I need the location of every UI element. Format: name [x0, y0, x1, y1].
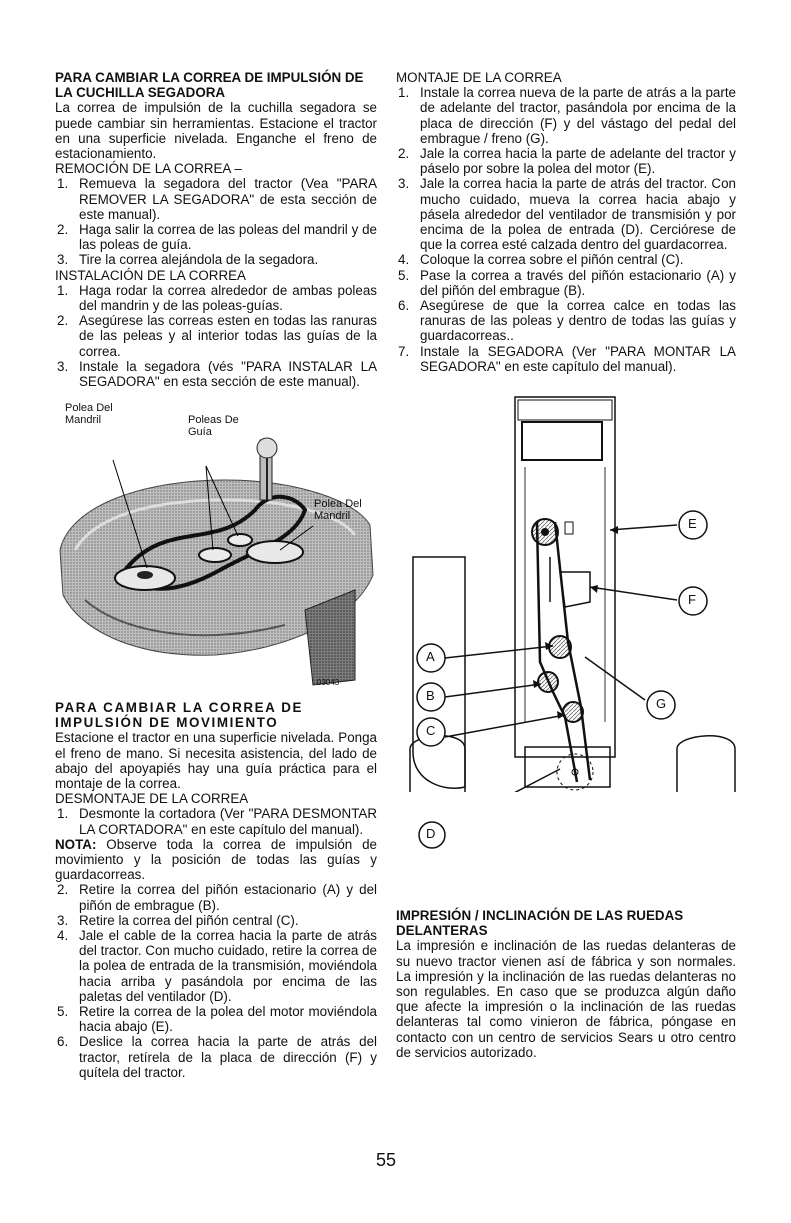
guide-pulleys-label: Poleas De Guía [188, 414, 239, 438]
mount-title: MONTAJE DE LA CORREA [396, 70, 562, 85]
mower-deck-illustration [55, 400, 375, 690]
spindle-pulley-label-right: Polea Del Mandril [314, 498, 362, 522]
list-item: 1. Instale la correa nueva de la parte de atrás a la parte de adelante del tractor, pasándola por encima de la placa de dirección (F) y del vástago del pedal del embrague / freno (G). [398, 85, 736, 146]
label-d-page: D [426, 826, 436, 841]
list-item: 5. Retire la correa de la polea del motor moviéndola hacia abajo (E). [57, 1004, 377, 1035]
label-f: F [688, 592, 696, 607]
mower-deck-figure [55, 400, 375, 690]
list-item: 2. Jale la correa hacia la parte de adelante del tractor y páselo por sobre la polea del motor (E). [398, 146, 736, 177]
list-item: 3. Instale la segadora (vés "PARA INSTALAR LA SEGADORA" en esta sección de este manual). [57, 358, 377, 390]
dismount-steps [55, 882, 377, 1080]
page-number: 55 [376, 1150, 397, 1170]
note-text: Observe toda la correa de impulsión de movimiento y la posición de todas las guías y guardacorreas. [55, 836, 377, 883]
list-item: 3. Tire la correa alejándola de la segadora. [57, 252, 319, 268]
list-item: 2. Asegúrese las correas esten en todas las ranuras de las peleas y al interior todas las guías de la correa. [57, 313, 377, 359]
list-item: 3. Retire la correa del piñón central (C). [57, 912, 299, 928]
wheel-camber-text: La impresión e inclinación de las ruedas delanteras de su nuevo tractor vienen así de fábrica y son normales. La impresión y la inclinación de las ruedas delanteras no son regulables. En caso que se produzca algún daño que afecte la impresión o la inclinación de las ruedas delanteras tal como vinieron de fábrica, póngase en contacto con un centro de servicios Sears u otro centro de servicios autorizado. [396, 938, 736, 1060]
right-column-bottom [396, 908, 736, 1060]
list-item: 1. Remueva la segadora del tractor (Vea "PARA REMOVER LA SEGADORA" de esta sección de este manual). [57, 176, 377, 222]
label-e: E [688, 516, 697, 531]
list-item: 7. Instale la SEGADORA (Ver "PARA MONTAR LA SEGADORA" en este capítulo del manual). [398, 343, 736, 374]
label-c: C [426, 723, 436, 738]
dismount-title: DESMONTAJE DE LA CORREA [55, 791, 249, 807]
motion-belt-section-title: PARA CAMBIAR LA CORREA DE IMPULSIÓN DE MOVIMIENTO [55, 700, 304, 731]
list-item: 5. Pase la correa a través del piñón estacionario (A) y del piñón del embrague (B). [398, 267, 736, 298]
removal-title: REMOCIÓN DE LA CORREA – [55, 161, 242, 177]
list-item: 6. Asegúrese de que la correa calce en todas las ranuras de las poleas y dentro de todas las guías y guardacorreas.. [398, 298, 736, 344]
list-item: 2. Retire la correa del piñón estacionario (A) y del piñón de embrague (B). [57, 882, 377, 913]
list-item: 4. Jale el cable de la correa hacia la parte de atrás del tractor. Con mucho cuidado, retire la correa de la polea de entrada de la transmisión, moviéndola hacia arriba y pasándola por encima de las paletas del ventilador (D). [57, 928, 377, 1004]
right-column-top [396, 70, 736, 374]
dismount-step-1 [55, 806, 377, 836]
note [55, 837, 377, 883]
mount-steps [396, 85, 736, 374]
spindle-pulley-label-left: Polea Del Mandril [65, 402, 113, 426]
motion-belt-intro: Estacione el tractor en una superficie nivelada. Ponga el freno de mano. Si necesita asistencia, del lado de abajo del apoyapiés hay una guía práctica para el montaje de la correa. [55, 730, 377, 792]
install-title: INSTALACIÓN DE LA CORREA [55, 267, 246, 283]
wheel-camber-section-title: IMPRESIÓN / INCLINACIÓN DE LAS RUEDAS DELANTERAS [396, 908, 684, 939]
list-item: 3. Jale la correa hacia la parte de atrás del tractor. Con mucho cuidado, mueva la correa hacia abajo y pásela alrededor del ventilador de transmisión y por encima de la polea de entrada (D). Cerciórese de que la correa esté calzada dentro del guardacorrea. [398, 176, 736, 253]
belt-routing-figure [405, 392, 740, 792]
list-item: 6. Deslice la correa hacia la parte de atrás del tractor, retírela de la placa de dirección (F) y quítela del tractor. [57, 1034, 377, 1080]
label-g: G [656, 696, 667, 711]
list-item: 1. Haga rodar la correa alrededor de ambas poleas del mandrin y de las poleas-guías. [57, 282, 377, 314]
removal-steps [55, 176, 377, 267]
blade-belt-intro: La correa de impulsión de la cuchilla segadora se puede cambiar sin herramientas. Estacione el tractor en una superficie nivelada. Enganche el freno de estacionamiento. [55, 100, 377, 162]
left-column-bottom [55, 700, 377, 1080]
label-d-circle [417, 820, 447, 850]
list-item: 2. Haga salir la correa de las poleas del mandril y de las poleas de guía. [57, 222, 377, 253]
label-a: A [426, 649, 435, 664]
note-label: NOTA: [55, 836, 97, 852]
label-b: B [426, 688, 435, 703]
list-item: 4. Coloque la correa sobre el piñón central (C). [398, 252, 684, 268]
figure-code: 03043 [317, 678, 340, 687]
install-steps [55, 283, 377, 389]
list-item: 1. Desmonte la cortadora (Ver "PARA DESMONTAR LA CORTADORA" en este capítulo del manual). [57, 806, 377, 837]
blade-belt-section-title: PARA CAMBIAR LA CORREA DE IMPULSIÓN DE LA CUCHILLA SEGADORA [55, 70, 364, 101]
left-column-top [55, 70, 377, 389]
